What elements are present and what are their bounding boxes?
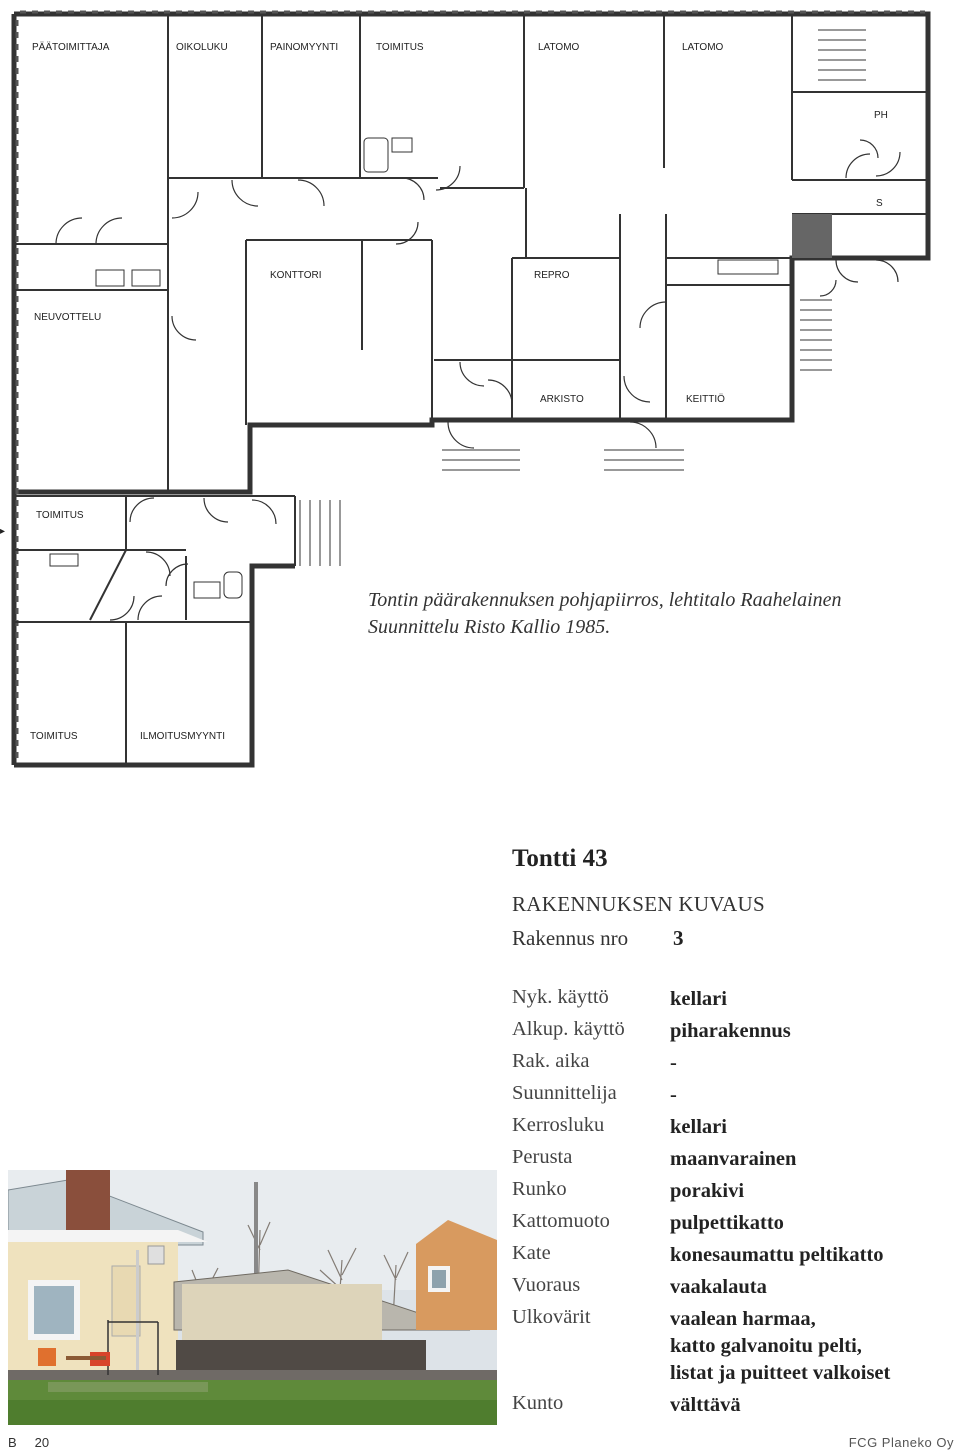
svg-text:ARKISTO: ARKISTO bbox=[540, 394, 584, 405]
page-title: Tontti 43 bbox=[512, 845, 608, 872]
svg-text:OIKOLUKU: OIKOLUKU bbox=[176, 42, 228, 53]
attr-value: kellari bbox=[670, 988, 727, 1010]
attr-label: Nyk. käyttö bbox=[512, 986, 609, 1008]
attr-row-roof-shape bbox=[512, 1210, 952, 1242]
svg-text:TOIMITUS: TOIMITUS bbox=[376, 42, 424, 53]
footer-company: FCG Planeko Oy bbox=[848, 1435, 954, 1450]
attr-value-line: vaalean harmaa, bbox=[670, 1308, 816, 1330]
attr-row-roofing bbox=[512, 1242, 952, 1274]
svg-text:NEUVOTTELU: NEUVOTTELU bbox=[34, 312, 102, 323]
attr-label: Perusta bbox=[512, 1146, 573, 1168]
attr-label: Vuoraus bbox=[512, 1274, 581, 1296]
attr-row-exterior-colors bbox=[512, 1306, 952, 1392]
svg-text:TOIMITUS: TOIMITUS bbox=[36, 510, 84, 521]
footer-page-info bbox=[8, 1435, 49, 1450]
attr-value: - bbox=[670, 1084, 677, 1106]
svg-text:KEITTIÖ: KEITTIÖ bbox=[686, 394, 725, 405]
attr-label: Alkup. käyttö bbox=[512, 1018, 625, 1040]
attr-label: Kunto bbox=[512, 1392, 564, 1414]
svg-text:PAINOMYYNTI: PAINOMYYNTI bbox=[270, 42, 339, 53]
attr-row-build-time bbox=[512, 1050, 952, 1082]
svg-text:ILMOITUSMYYNTI: ILMOITUSMYYNTI bbox=[140, 731, 226, 742]
attr-label: Runko bbox=[512, 1178, 567, 1200]
building-attributes bbox=[512, 986, 952, 1424]
footer-page-number: 20 bbox=[34, 1435, 50, 1450]
section-subtitle: RAKENNUKSEN KUVAUS bbox=[512, 892, 765, 916]
svg-text:PÄÄTOIMITTAJA: PÄÄTOIMITTAJA bbox=[32, 42, 110, 53]
attr-label: Suunnittelija bbox=[512, 1082, 617, 1104]
attr-value: pulpettikatto bbox=[670, 1212, 784, 1234]
attr-row-original-use bbox=[512, 1018, 952, 1050]
svg-text:REPRO: REPRO bbox=[534, 270, 570, 281]
attr-value: - bbox=[670, 1052, 677, 1074]
svg-text:S: S bbox=[876, 198, 883, 209]
building-number-label: Rakennus nro bbox=[512, 926, 629, 950]
svg-text:KONTTORI: KONTTORI bbox=[270, 270, 322, 281]
attr-value: vaakalauta bbox=[670, 1276, 767, 1298]
building-photo bbox=[8, 1170, 497, 1425]
plan-caption bbox=[368, 587, 928, 641]
caption-line-1: Tontin päärakennuksen pohjapiirros, lehtitalo Raahelainen bbox=[368, 589, 842, 611]
svg-text:PH: PH bbox=[874, 110, 888, 121]
svg-text:TOIMITUS: TOIMITUS bbox=[30, 731, 78, 742]
attr-value: piharakennus bbox=[670, 1020, 791, 1042]
attr-value: kellari bbox=[670, 1116, 727, 1138]
attr-row-foundation bbox=[512, 1146, 952, 1178]
attr-row-frame bbox=[512, 1178, 952, 1210]
attr-row-cladding bbox=[512, 1274, 952, 1306]
attr-label: Ulkovärit bbox=[512, 1306, 591, 1328]
attr-label: Kerrosluku bbox=[512, 1114, 605, 1136]
attr-row-current-use bbox=[512, 986, 952, 1018]
attr-value: välttävä bbox=[670, 1394, 741, 1416]
attr-value: maanvarainen bbox=[670, 1148, 797, 1170]
attr-value-line: listat ja puitteet valkoiset bbox=[670, 1362, 891, 1384]
attr-value: konesaumattu peltikatto bbox=[670, 1244, 884, 1266]
caption-line-2: Suunnittelu Risto Kallio 1985. bbox=[368, 616, 611, 638]
svg-text:LATOMO: LATOMO bbox=[538, 42, 580, 53]
attr-value: porakivi bbox=[670, 1180, 745, 1202]
building-number-row bbox=[512, 926, 684, 951]
attr-value-line: katto galvanoitu pelti, bbox=[670, 1335, 862, 1357]
attr-label: Rak. aika bbox=[512, 1050, 590, 1072]
page-marker: ▸ bbox=[0, 526, 6, 537]
attr-row-condition bbox=[512, 1392, 952, 1424]
attr-label: Kate bbox=[512, 1242, 551, 1264]
attr-label: Kattomuoto bbox=[512, 1210, 610, 1232]
svg-text:LATOMO: LATOMO bbox=[682, 42, 724, 53]
attr-value bbox=[670, 1306, 890, 1387]
building-number-value: 3 bbox=[673, 926, 684, 950]
footer-section: B bbox=[8, 1435, 17, 1450]
attr-row-floors bbox=[512, 1114, 952, 1146]
attr-row-designer bbox=[512, 1082, 952, 1114]
